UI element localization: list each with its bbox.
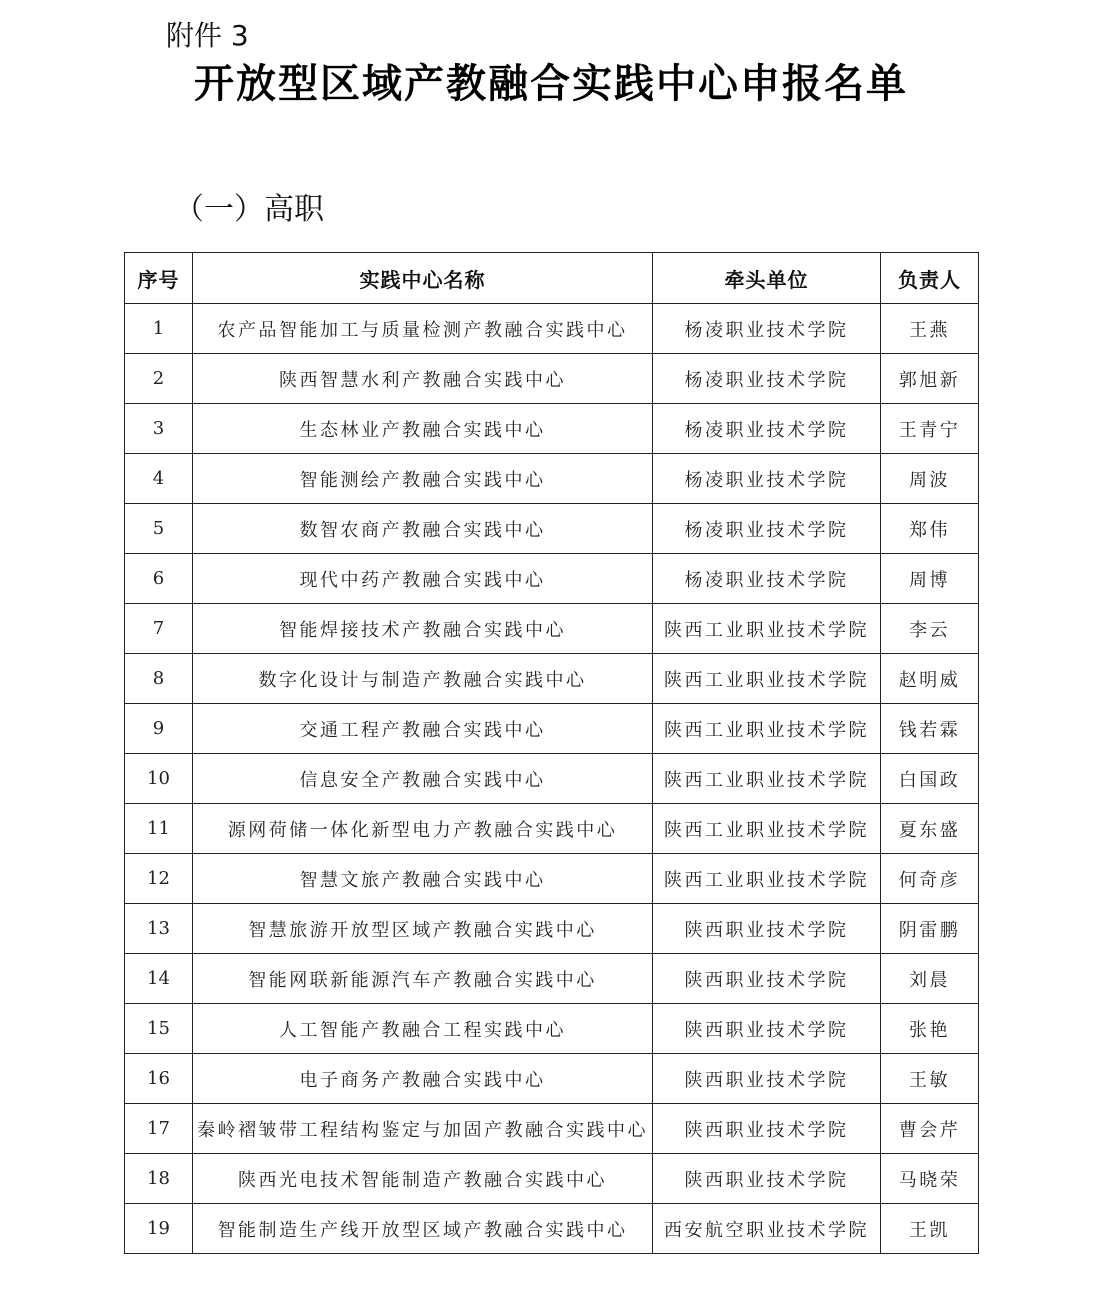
cell-lead-unit: 杨凌职业技术学院 bbox=[653, 404, 881, 454]
attachment-label: 附件 3 bbox=[166, 19, 249, 52]
cell-serial-number: 4 bbox=[125, 454, 193, 504]
cell-serial-number: 19 bbox=[125, 1204, 193, 1254]
table-body bbox=[125, 304, 979, 1254]
cell-person-in-charge: 王燕 bbox=[881, 304, 979, 354]
cell-center-name: 生态林业产教融合实践中心 bbox=[193, 404, 653, 454]
cell-center-name: 信息安全产教融合实践中心 bbox=[193, 754, 653, 804]
cell-serial-number: 3 bbox=[125, 404, 193, 454]
cell-serial-number: 7 bbox=[125, 604, 193, 654]
cell-lead-unit: 陕西工业职业技术学院 bbox=[653, 704, 881, 754]
cell-serial-number: 11 bbox=[125, 804, 193, 854]
cell-person-in-charge: 周博 bbox=[881, 554, 979, 604]
table-row bbox=[125, 1154, 979, 1204]
cell-lead-unit: 陕西工业职业技术学院 bbox=[653, 854, 881, 904]
table-row bbox=[125, 1204, 979, 1254]
application-list-table bbox=[124, 252, 979, 1254]
cell-lead-unit: 陕西职业技术学院 bbox=[653, 1004, 881, 1054]
cell-lead-unit: 陕西工业职业技术学院 bbox=[653, 604, 881, 654]
cell-lead-unit: 陕西职业技术学院 bbox=[653, 1154, 881, 1204]
table-row bbox=[125, 354, 979, 404]
cell-serial-number: 15 bbox=[125, 1004, 193, 1054]
cell-center-name: 交通工程产教融合实践中心 bbox=[193, 704, 653, 754]
cell-person-in-charge: 刘晨 bbox=[881, 954, 979, 1004]
cell-person-in-charge: 白国政 bbox=[881, 754, 979, 804]
cell-center-name: 数智农商产教融合实践中心 bbox=[193, 504, 653, 554]
cell-serial-number: 5 bbox=[125, 504, 193, 554]
cell-person-in-charge: 李云 bbox=[881, 604, 979, 654]
cell-center-name: 智能网联新能源汽车产教融合实践中心 bbox=[193, 954, 653, 1004]
cell-person-in-charge: 何奇彦 bbox=[881, 854, 979, 904]
cell-lead-unit: 陕西工业职业技术学院 bbox=[653, 654, 881, 704]
cell-center-name: 秦岭褶皱带工程结构鉴定与加固产教融合实践中心 bbox=[193, 1104, 653, 1154]
cell-lead-unit: 杨凌职业技术学院 bbox=[653, 354, 881, 404]
cell-center-name: 人工智能产教融合工程实践中心 bbox=[193, 1004, 653, 1054]
cell-serial-number: 12 bbox=[125, 854, 193, 904]
cell-lead-unit: 杨凌职业技术学院 bbox=[653, 454, 881, 504]
cell-person-in-charge: 郭旭新 bbox=[881, 354, 979, 404]
cell-serial-number: 8 bbox=[125, 654, 193, 704]
cell-person-in-charge: 马晓荣 bbox=[881, 1154, 979, 1204]
table-row bbox=[125, 554, 979, 604]
cell-serial-number: 6 bbox=[125, 554, 193, 604]
table-row bbox=[125, 304, 979, 354]
table-row bbox=[125, 904, 979, 954]
cell-center-name: 智能测绘产教融合实践中心 bbox=[193, 454, 653, 504]
cell-center-name: 智能制造生产线开放型区域产教融合实践中心 bbox=[193, 1204, 653, 1254]
table-row bbox=[125, 1054, 979, 1104]
document-title: 开放型区域产教融合实践中心申报名单 bbox=[194, 61, 908, 107]
cell-lead-unit: 陕西职业技术学院 bbox=[653, 954, 881, 1004]
cell-lead-unit: 杨凌职业技术学院 bbox=[653, 304, 881, 354]
cell-person-in-charge: 阴雷鹏 bbox=[881, 904, 979, 954]
cell-person-in-charge: 张艳 bbox=[881, 1004, 979, 1054]
table-row bbox=[125, 404, 979, 454]
cell-center-name: 陕西智慧水利产教融合实践中心 bbox=[193, 354, 653, 404]
cell-person-in-charge: 王凯 bbox=[881, 1204, 979, 1254]
header-center-name: 实践中心名称 bbox=[193, 253, 653, 304]
table-row bbox=[125, 854, 979, 904]
cell-lead-unit: 陕西职业技术学院 bbox=[653, 1104, 881, 1154]
cell-lead-unit: 陕西职业技术学院 bbox=[653, 1054, 881, 1104]
cell-center-name: 智能焊接技术产教融合实践中心 bbox=[193, 604, 653, 654]
cell-serial-number: 10 bbox=[125, 754, 193, 804]
cell-person-in-charge: 王青宁 bbox=[881, 404, 979, 454]
cell-person-in-charge: 王敏 bbox=[881, 1054, 979, 1104]
cell-serial-number: 17 bbox=[125, 1104, 193, 1154]
cell-center-name: 陕西光电技术智能制造产教融合实践中心 bbox=[193, 1154, 653, 1204]
cell-center-name: 智慧文旅产教融合实践中心 bbox=[193, 854, 653, 904]
table-row bbox=[125, 754, 979, 804]
cell-lead-unit: 西安航空职业技术学院 bbox=[653, 1204, 881, 1254]
cell-person-in-charge: 周波 bbox=[881, 454, 979, 504]
cell-serial-number: 16 bbox=[125, 1054, 193, 1104]
cell-person-in-charge: 夏东盛 bbox=[881, 804, 979, 854]
cell-center-name: 智慧旅游开放型区域产教融合实践中心 bbox=[193, 904, 653, 954]
table-row bbox=[125, 504, 979, 554]
cell-lead-unit: 陕西工业职业技术学院 bbox=[653, 754, 881, 804]
cell-serial-number: 18 bbox=[125, 1154, 193, 1204]
table-row bbox=[125, 954, 979, 1004]
section-heading: （一）高职 bbox=[174, 192, 324, 227]
cell-person-in-charge: 郑伟 bbox=[881, 504, 979, 554]
table-row bbox=[125, 454, 979, 504]
header-lead-unit: 牵头单位 bbox=[653, 253, 881, 304]
cell-center-name: 源网荷储一体化新型电力产教融合实践中心 bbox=[193, 804, 653, 854]
cell-serial-number: 14 bbox=[125, 954, 193, 1004]
cell-center-name: 电子商务产教融合实践中心 bbox=[193, 1054, 653, 1104]
cell-center-name: 现代中药产教融合实践中心 bbox=[193, 554, 653, 604]
cell-lead-unit: 陕西职业技术学院 bbox=[653, 904, 881, 954]
table-row bbox=[125, 704, 979, 754]
table-row bbox=[125, 1104, 979, 1154]
table-header-row bbox=[125, 253, 979, 304]
cell-serial-number: 13 bbox=[125, 904, 193, 954]
cell-person-in-charge: 钱若霖 bbox=[881, 704, 979, 754]
cell-serial-number: 9 bbox=[125, 704, 193, 754]
cell-center-name: 数字化设计与制造产教融合实践中心 bbox=[193, 654, 653, 704]
table-row bbox=[125, 654, 979, 704]
cell-lead-unit: 陕西工业职业技术学院 bbox=[653, 804, 881, 854]
cell-lead-unit: 杨凌职业技术学院 bbox=[653, 554, 881, 604]
table-row bbox=[125, 804, 979, 854]
cell-serial-number: 1 bbox=[125, 304, 193, 354]
cell-lead-unit: 杨凌职业技术学院 bbox=[653, 504, 881, 554]
cell-person-in-charge: 曹会芹 bbox=[881, 1104, 979, 1154]
cell-center-name: 农产品智能加工与质量检测产教融合实践中心 bbox=[193, 304, 653, 354]
table-row bbox=[125, 1004, 979, 1054]
header-serial-number: 序号 bbox=[125, 253, 193, 304]
cell-serial-number: 2 bbox=[125, 354, 193, 404]
header-person-in-charge: 负责人 bbox=[881, 253, 979, 304]
cell-person-in-charge: 赵明威 bbox=[881, 654, 979, 704]
table-row bbox=[125, 604, 979, 654]
